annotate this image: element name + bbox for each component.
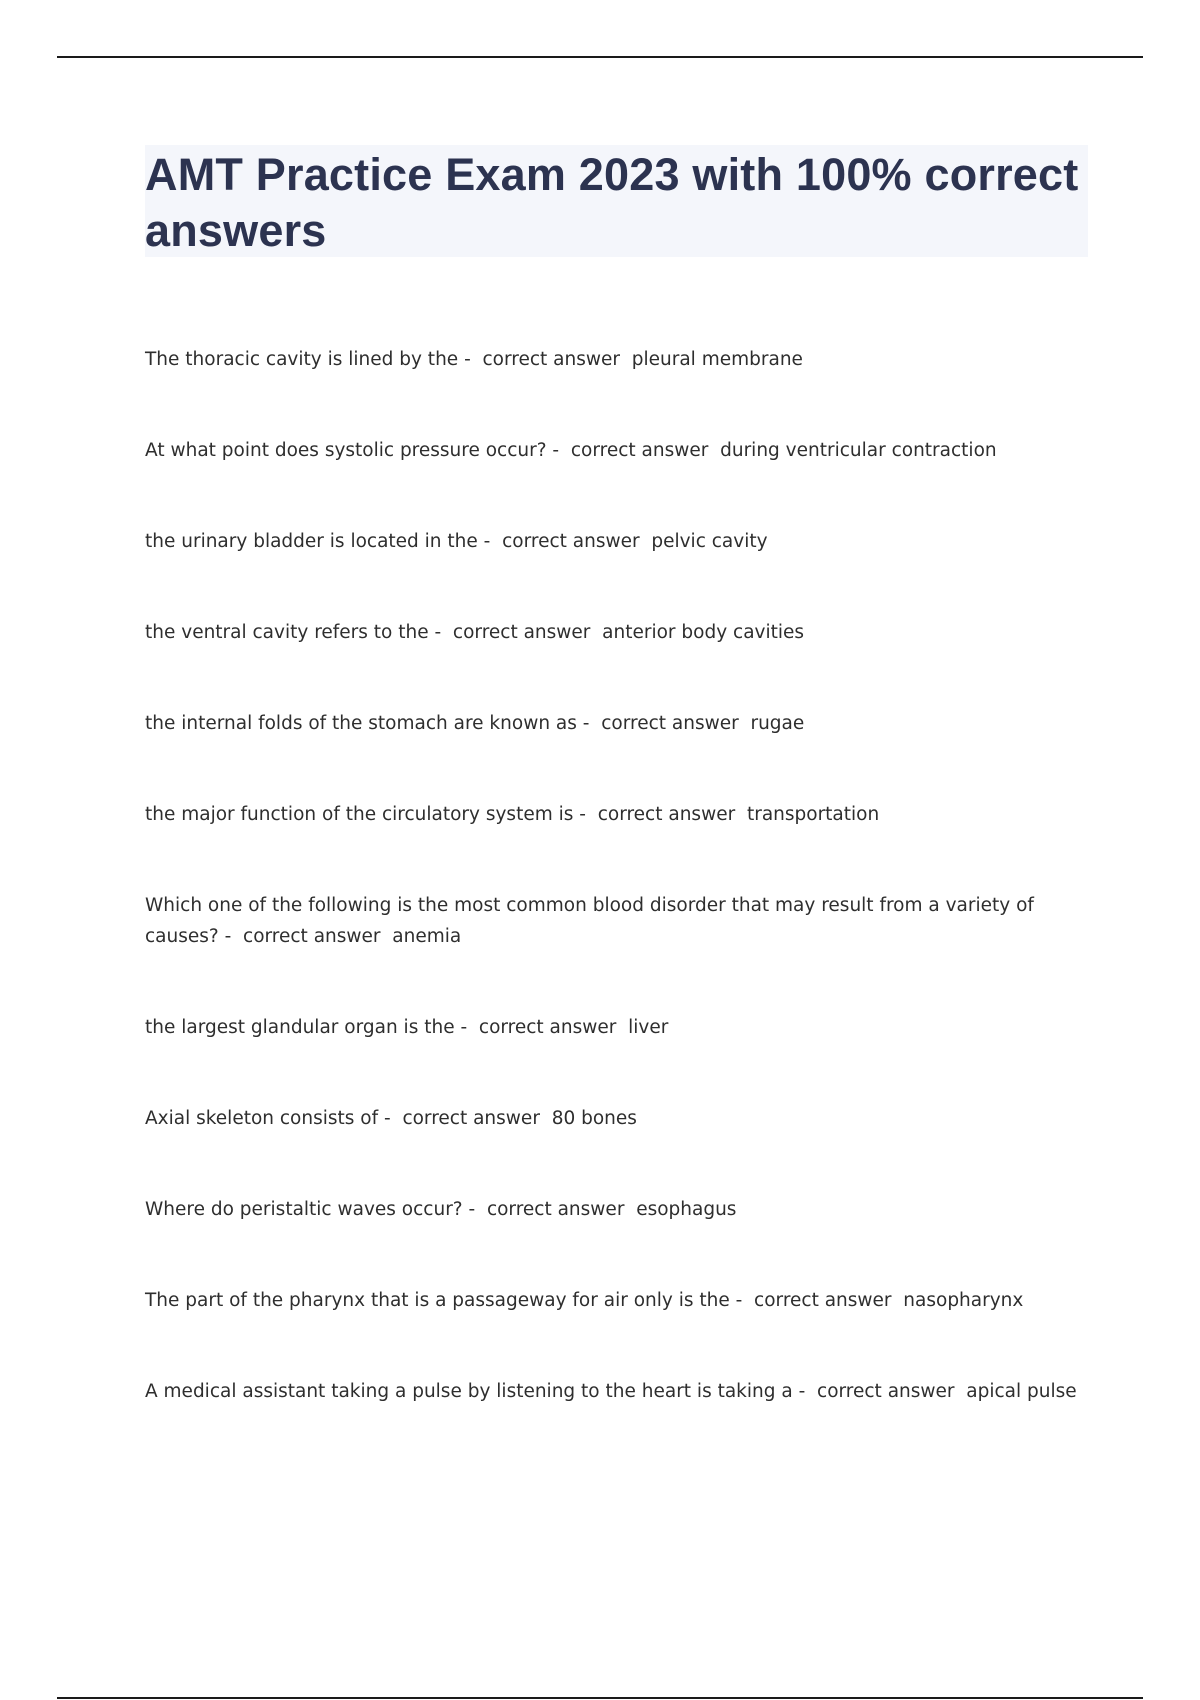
answer-separator: - correct answer (378, 1108, 552, 1129)
question-text: A medical assistant taking a pulse by listening to the heart is taking a (145, 1381, 793, 1402)
question-text: The part of the pharynx that is a passageway for air only is the (145, 1290, 730, 1311)
answer-text: nasopharynx (903, 1290, 1024, 1311)
answer-separator: - correct answer (462, 1199, 637, 1220)
answer-text: pelvic cavity (651, 531, 768, 552)
qa-item (145, 1012, 1095, 1043)
answer-separator: - correct answer (576, 713, 751, 734)
footer-rule (57, 1697, 1143, 1699)
question-text: the largest glandular organ is the (145, 1017, 455, 1038)
question-text: Axial skeleton consists of (145, 1108, 379, 1129)
answer-text: liver (628, 1017, 669, 1038)
question-text: the ventral cavity refers to the (145, 622, 429, 643)
qa-item (145, 1194, 1095, 1225)
answer-separator: - correct answer (218, 926, 393, 947)
question-text: Where do peristaltic waves occur? (145, 1199, 463, 1220)
answer-text: rugae (750, 713, 805, 734)
question-text: the internal folds of the stomach are known as (145, 713, 577, 734)
answer-text: apical pulse (966, 1381, 1077, 1402)
qa-item (145, 435, 1095, 466)
answer-separator: - correct answer (458, 349, 632, 370)
answer-separator: - correct answer (546, 440, 721, 461)
qa-item (145, 526, 1095, 557)
answer-separator: - correct answer (573, 804, 747, 825)
answer-separator: - correct answer (428, 622, 603, 643)
answer-text: anterior body cavities (602, 622, 805, 643)
answer-separator: - correct answer (729, 1290, 904, 1311)
qa-item (145, 1103, 1095, 1134)
qa-item (145, 1285, 1095, 1316)
header-rule (57, 56, 1143, 58)
qa-item (145, 799, 1095, 830)
qa-item (145, 890, 1095, 952)
qa-item (145, 344, 1095, 375)
question-text: the urinary bladder is located in the (145, 531, 478, 552)
answer-text: pleural membrane (631, 349, 803, 370)
answer-separator: - correct answer (477, 531, 652, 552)
document-title: AMT Practice Exam 2023 with 100% correct answers (145, 149, 1079, 256)
qa-item (145, 617, 1095, 648)
question-text: Which one of the following is the most common blood disorder that may result from a variety of causes? (145, 895, 1034, 947)
qa-item (145, 1376, 1095, 1407)
answer-text: anemia (392, 926, 462, 947)
question-text: At what point does systolic pressure occur? (145, 440, 547, 461)
answer-separator: - correct answer (792, 1381, 967, 1402)
qa-list (145, 344, 1095, 1467)
qa-item (145, 708, 1095, 739)
question-text: The thoracic cavity is lined by the (145, 349, 459, 370)
question-text: the major function of the circulatory system is (145, 804, 574, 825)
answer-text: 80 bones (551, 1108, 637, 1129)
answer-separator: - correct answer (454, 1017, 629, 1038)
answer-text: during ventricular contraction (720, 440, 997, 461)
answer-text: esophagus (636, 1199, 737, 1220)
answer-text: transportation (746, 804, 880, 825)
